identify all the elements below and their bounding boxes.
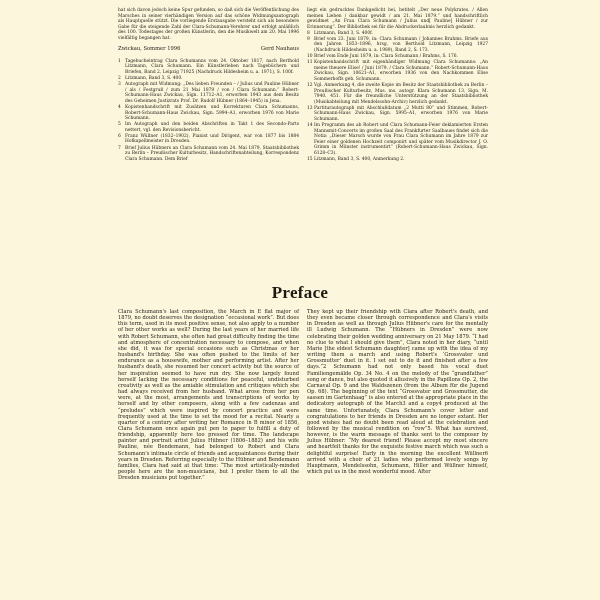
footnote-text: Brief Julius Hübners an Clara Schumann vom 24. Mai 1879, Staatsbibliothek zu Berlin – Preußischer Kulturbesitz, Handschriftenabteilung, Korrespondenz Clara Schumann. Dem Brief — [125, 145, 299, 162]
footnotes-right — [307, 31, 488, 163]
footnote-item — [307, 54, 488, 60]
footnote-item — [307, 157, 488, 163]
footnote-item — [307, 123, 488, 156]
footnote-text: Litzmann, Band 3, S. 400f. — [314, 30, 373, 36]
footnote-item — [118, 146, 299, 163]
footnote-number: 9 — [307, 36, 310, 42]
footnote-item — [118, 59, 299, 76]
footnote-item — [118, 122, 299, 133]
german-text-section — [118, 8, 488, 163]
footnote-item — [118, 134, 299, 145]
footnote-text: Im Programm des ab Robert und Clara Schumann-Feier deklamierten Ersten Mannsmit-Concerts im großen Saal des Frankfurter Saalbaues findet sich die Notiz: „Dieser Marsch wurde von Frau Clara Schumann im Jahre 1879 zur Feier einer goldenen Hochzeit componirt und später vom Musikdirector J. O. Grimm in Münster instrumentirt“ (Robert-Schumann-Haus Zwickau, Sign. 6128–C3). — [314, 123, 488, 156]
footnote-continuation: liegt ein gedrucktes Dankgedicht bei, betitelt „Der neue Polykrates. / Allen meinen Lieben / dankbar gewidt / am 21. Mai 1879.“ und handschriftlich gewidmet „An Frau Clara Schumann / Julius und[ Pauline] Hübner / zur Erinnerung“. Der Bibliothek sei für die Abdruckerlaubnis herzlich gedankt. — [307, 8, 488, 30]
footnote-text: Litzmann, Band 3, S. 400. — [125, 76, 183, 82]
footnote-text: Vgl. Anmerkung 4, die zweite Kopie im Besitz der Staatsbibliothek zu Berlin – Preußischer Kulturbesitz, Mus. ms. autogr. Klara Schumann 13, Sign. M. 7940. 451. Für die freundliche Unterstützung an der Staatsbibliothek (Musikabteilung mit Mendelssohn-Archiv) herzlich gedankt. — [314, 83, 488, 105]
footnote-item — [307, 60, 488, 82]
footnote-text: Kopistenhandschrift mit Zusätzen und Korrekturen Clara Schumanns, Robert-Schumann-Haus Zwickau, Sign. 5994–A1, erworben 1976 von Marie Schumann. — [125, 104, 299, 122]
footnote-item — [307, 37, 488, 54]
german-right-column — [307, 8, 488, 163]
author-name: Gerd Nauhaus — [260, 46, 299, 53]
preface-title: Preface — [271, 283, 329, 302]
preface-right-column: They kept up their friendship with Clara after Robert's death, and they even became closer through correspondence and Clara's visits in Dresden as well as through Julius Hübner's care for the mentally ill Ludwig Schumann. The “Hübners in Dresden” were now celebrating their golden wedding anniversary on 21 May 1879. “I had no clue to what I should give them”, Clara noted in her diary, “until Marie [the eldest Schumann daughter] came up with the idea of my writing them a march and using Robert's ‘Grossvater und Grossmutter’ duet in it. I set out to do it and finished after a few days.”2 Schumann had not only based his vocal duet Familiengemälde Op. 34 No. 4 on the melody of the “grandfather” song or dance, but also quoted it allusively in the Papillons Op. 2, the Carnaval Op. 9 and the Waldszenen (from the Album für die Jugend Op. 68). The beginning of the text “Grossvater und Grossmutter, die sassen im Gartenhaag” is also entered at the appropriate place in the dedicatory autograph of the March3 and a copy4 produced at the same time. Unfortunately, Clara Schumann's cover letter and congratulations to her friends in Dresden are no longer extant. Her good wishes had no doubt been read aloud at the celebration and followed by the musical rendition on “row”5. What has survived, however, is the warm message of thanks sent to the composer by Julius Hübner: “My dearest friend! Please accept my most sincere and heartfelt thanks for the exquisite festive march which was such a delightful surprise! Early in the morning the excellent Wüllner6 arrived with a choir of 21 ladies who performed lovely songs by Hauptmann, Mendelssohn, Schumann, Hiller and Wüllner himself, which put us in the most wonderful mood. After — [307, 309, 488, 476]
signature-line — [118, 47, 299, 53]
footnote-number: 14 — [307, 123, 313, 129]
footnote-text: Kopistenhandschrift mit eigenhändiger Widmung Clara Schumanns: „An meine theuere Elise! / Juni 1879. / Clara Schumann.“ Robert-Schumann-Haus Zwickau, Sign. 10621–A1, erworben 1936 von den Nachkommen Elise Sommerhoffs geb. Schumann. — [314, 60, 488, 82]
footnote-text: Partiturautograph mit Abschlußdatum „2 Mutti 80“ und Stimmen, Robert-Schumann-Haus Zwickau, Sign. 5995–A1, erworben 1976 von Marie Schumann. — [314, 105, 488, 122]
footnote-text: Franz Wüllner (1832–1902), Pianist und Dirigent, war von 1877 bis 1884 Hofkapellmeister in Dresden. — [125, 133, 299, 145]
preface-left-column: Clara Schumann's last composition, the March in E flat major of 1879, no doubt deserves the designation “occasional work”. But does this term, used in its most positive sense, not also apply to a number of her other works as well? During the last years of her married life with Robert Schumann, she often had great difficulty finding the time and atmosphere of concentration necessary to compose, and when she did, it was for special occasions such as Christmas or her husband's birthday. She was often pushed to the limits of her endurance as a housewife, mother and performing artist. After her husband's death, she resumed her concert activity but the source of her inspiration seemed to have run dry. She now largely found herself lacking the necessary conditions for peaceful, undisturbed creativity as well as the amiable stimulation and critiques which she had always received from her husband. What arose from her pen were, at the most, arrangements and transcriptions of works by herself and by other composers, along with a few cadenzas and “preludes” which were inspired by concert practice and were frequently used at the time to set the mood for a recital. Nearly a quarter of a century after writing her Romance in B minor of 1856, Clara Schumann once again put pen to paper to fulfill a duty of friendship, apparently here too pressed for time. The landscape painter and portrait artist Julius Hübner (1806–1882) and his wife Pauline, née Bendemann, had belonged to Robert and Clara Schumann's intimate circle of friends and acquaintances during their years in Dresden. Referring especially to the Hübner and Bendemann families, Clara had said at that time: “The most artistically-minded people here are the non-musicians, but I prefer them to all the Dresden musicians put together.” — [118, 309, 299, 482]
footnote-number: 8 — [307, 30, 310, 36]
footnote-item — [118, 82, 299, 104]
footnote-number: 10 — [307, 54, 313, 60]
german-intro-paragraph: hat sich davon jedoch keine Spur gefunden, so daß sich die Veröffentlichung des Marsches in seiner vierhändigen Version auf das schöne Widmungsautograph als Hauptquelle stützt. Die vorliegende Erstausgabe versteht sich als besondere Gabe für die steigende Zahl der Clara-Schumann-Verehrer und erfolgt anläßlich des 100. Todestages der großen Künstlerin, den die Musikwelt am 20. Mai 1996 vielfältig begangen hat. — [118, 8, 299, 41]
footnote-number: 6 — [118, 133, 121, 139]
footnotes-left — [118, 59, 299, 162]
footnote-item — [307, 106, 488, 123]
footnote-number: 7 — [118, 145, 121, 151]
footnote-number: 12 — [307, 83, 313, 89]
footnote-text: Brief vom Ende Juni 1879, in: Clara Schumann / Brahms, S. 176. — [314, 54, 458, 60]
footnote-item — [118, 105, 299, 122]
german-left-column — [118, 8, 299, 163]
footnote-number: 15 — [307, 156, 313, 162]
footnote-number: 2 — [118, 76, 121, 82]
footnote-number: 4 — [118, 104, 121, 110]
footnote-number: 13 — [307, 105, 313, 111]
footnote-item — [307, 83, 488, 105]
footnote-number: 3 — [118, 82, 121, 88]
footnote-text: Brief vom 23. Juni 1879, in: Clara Schumann / Johannes Brahms. Briefe aus den Jahren 1853–1896, hrsg. von Berthold Litzmann, Leipzig 1927 (Nachdruck Hildesheim u. a. 1989), Band 2, S. 173. — [314, 36, 488, 54]
footnote-item — [118, 76, 299, 82]
footnote-number: 11 — [307, 60, 313, 66]
footnote-text: Tagebucheintrag Clara Schumanns vom 24. Oktober 1817, nach Berthold Litzmann, Clara Schumann. Ein Künstlerleben nach Tagebüchern und Briefen, Band 2, Leipzig 71925 (Nachdruck Hildesheim u. a. 1971), S. 100f. — [125, 58, 299, 75]
footnote-text: Im Autograph und den beiden Abschriften in Takt 1 des Secondo-Parts nettert, vgl. den Revisionsbericht. — [125, 122, 299, 133]
footnote-number: 1 — [118, 58, 121, 64]
preface-body — [118, 309, 488, 481]
place-date: Zwickau, Sommer 1996 — [118, 46, 181, 53]
footnote-text: Litzmann, Band 3, S. 400, Anmerkung 2. — [314, 156, 405, 162]
footnote-text: Autograph mit Widmung: „Des lieben Freunden – / Julius und Pauline Hübner / als / Festgruß / zum 21 Mai 1879 / von / Clara Schumann.“ Robert-Schumann-Haus Zwickau, Sign. 11712–A1, erworben 1943 aus dem Besitz des Geheimen Justizrats Prof. Dr. Rudolf Hübner (1864–1945) in Jena. — [125, 82, 299, 104]
footnote-number: 5 — [118, 122, 121, 128]
footnote-item — [307, 31, 488, 37]
